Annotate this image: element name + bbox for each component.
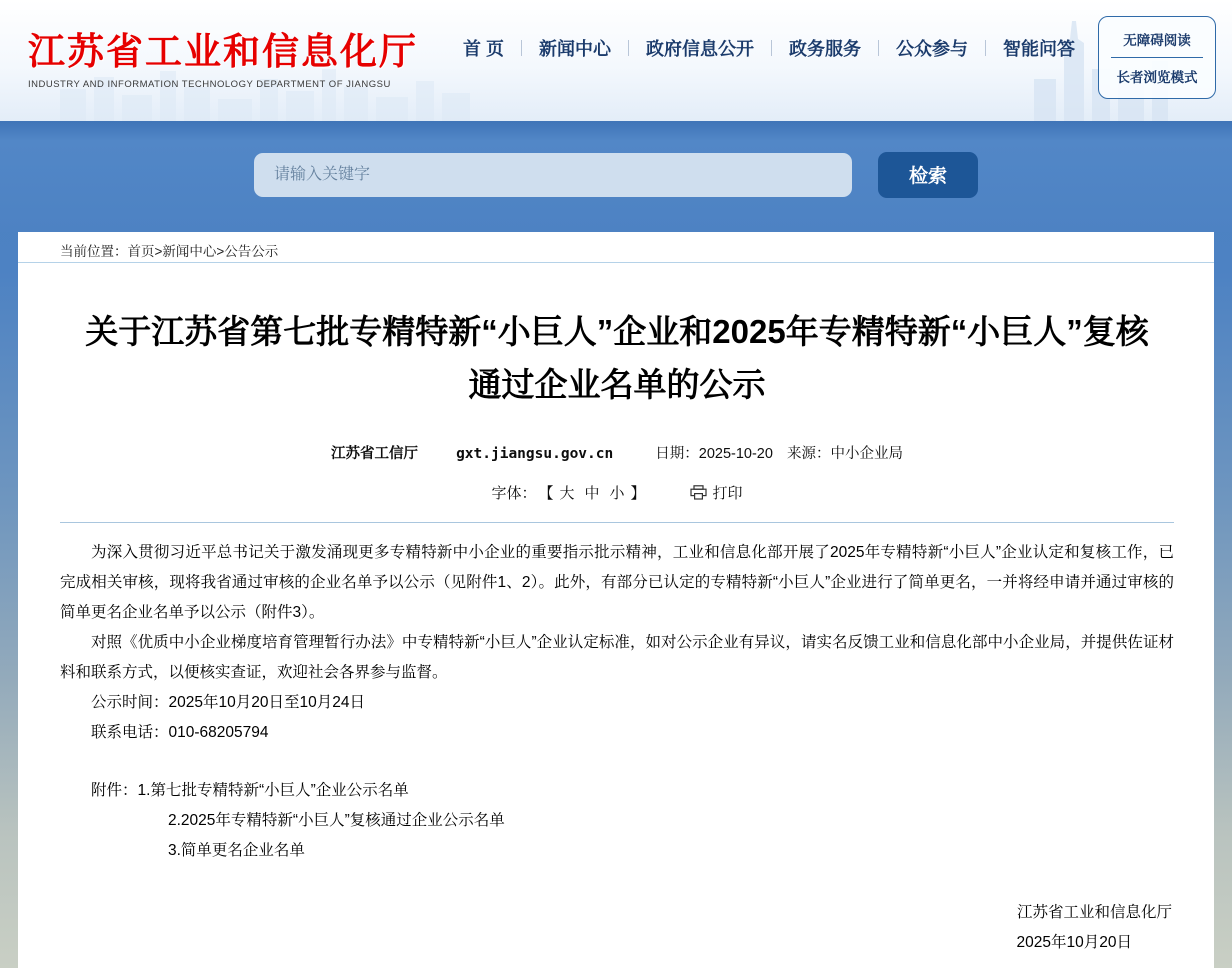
paragraph: 对照《优质中小企业梯度培育管理暂行办法》中专精特新“小巨人”企业认定标准，如对公示企业有异议，请实名反馈工业和信息化部中小企业局，并提供佐证材料和联系方式，以便核实查证，欢迎社会各界参与监督。: [60, 634, 1174, 681]
origin-value: 中小企业局: [830, 446, 903, 462]
nav-divider: [521, 40, 522, 56]
font-label: 字体：: [491, 485, 537, 502]
logo-title: 江苏省工业和信息化厅: [28, 30, 418, 72]
article-body: [60, 538, 1174, 748]
font-size-medium[interactable]: 中: [584, 485, 600, 502]
search-input[interactable]: [254, 153, 852, 197]
breadcrumb: [18, 232, 1214, 263]
printer-icon: [690, 485, 707, 500]
nav-item-home[interactable]: 首 页: [463, 38, 505, 59]
contact-phone: 联系电话：010-68205794: [91, 724, 269, 741]
main-nav: [463, 35, 1075, 61]
breadcrumb-label: 当前位置：: [60, 244, 128, 259]
breadcrumb-home[interactable]: 首页: [127, 244, 155, 259]
accessibility-divider: [1111, 57, 1203, 58]
breadcrumb-separator: >: [154, 244, 163, 259]
logo-subtitle: INDUSTRY AND INFORMATION TECHNOLOGY DEPARTMENT OF JIANGSU: [28, 78, 391, 90]
font-size-row: [60, 482, 1174, 503]
title-body-divider: [60, 522, 1174, 523]
site-logo[interactable]: [28, 32, 418, 90]
nav-divider: [878, 40, 879, 56]
site-header: [0, 0, 1232, 121]
signature-org: 江苏省工业和信息化厅: [1016, 904, 1172, 921]
paragraph: 为深入贯彻习近平总书记关于激发涌现更多专精特新中小企业的重要指示批示精神，工业和信息化部开展了2025年专精特新“小巨人”企业认定和复核工作，已完成相关审核，现将我省通过审核的企业名单予以公示（见附件1、2）。此外，有部分已认定的专精特新“小巨人”企业进行了简单更名，一并将经申请并通过审核的简单更名企业名单予以公示（附件3）。: [60, 544, 1174, 621]
origin-label: 来源：: [786, 446, 831, 462]
signature-block: [60, 898, 1174, 958]
accessible-reading-button[interactable]: 无障碍阅读: [1123, 33, 1191, 48]
nav-divider: [985, 40, 986, 56]
nav-item-services[interactable]: 政务服务: [789, 38, 862, 59]
publish-date: 2025-10-20: [698, 446, 773, 462]
font-size-large[interactable]: 大: [559, 485, 575, 502]
breadcrumb-separator: >: [216, 244, 225, 259]
nav-divider: [771, 40, 772, 56]
attachment-link-3[interactable]: 3.简单更名企业名单: [168, 842, 305, 859]
publicity-time: 公示时间：2025年10月20日至10月24日: [91, 694, 365, 711]
source-agency: 江苏省工信厅: [331, 446, 419, 462]
nav-item-participation[interactable]: 公众参与: [896, 38, 969, 59]
article-meta: [60, 442, 1174, 463]
font-size-small[interactable]: 小: [609, 485, 625, 502]
content-panel: [18, 232, 1214, 968]
print-label: 打印: [712, 485, 743, 502]
elder-mode-button[interactable]: 长者浏览模式: [1116, 70, 1198, 85]
accessibility-box: [1098, 16, 1216, 99]
attachments: [60, 776, 1174, 866]
breadcrumb-announcements[interactable]: 公告公示: [224, 244, 279, 259]
date-label: 日期：: [655, 446, 699, 462]
attachment-link-1[interactable]: 1.第七批专精特新“小巨人”企业公示名单: [137, 782, 409, 799]
nav-item-news[interactable]: 新闻中心: [539, 38, 612, 59]
attachments-label: 附件：: [91, 782, 138, 799]
font-bracket-close: 】: [630, 485, 646, 502]
search-button[interactable]: 检索: [878, 152, 978, 198]
print-button[interactable]: [690, 482, 743, 503]
breadcrumb-news[interactable]: 新闻中心: [162, 244, 217, 259]
search-band: [0, 121, 1232, 232]
nav-item-gov-info[interactable]: 政府信息公开: [646, 38, 755, 59]
article: [18, 305, 1214, 958]
font-bracket-open: 【: [538, 485, 554, 502]
search-bar: [254, 152, 978, 198]
signature-date: 2025年10月20日: [1016, 934, 1132, 951]
article-title: 关于江苏省第七批专精特新“小巨人”企业和2025年专精特新“小巨人”复核通过企业名单的公示: [85, 313, 1149, 403]
attachment-link-2[interactable]: 2.2025年专精特新“小巨人”复核通过企业公示名单: [168, 812, 505, 829]
source-site: gxt.jiangsu.gov.cn: [456, 446, 614, 462]
nav-item-smart-qa[interactable]: 智能问答: [1003, 38, 1076, 59]
nav-divider: [628, 40, 629, 56]
